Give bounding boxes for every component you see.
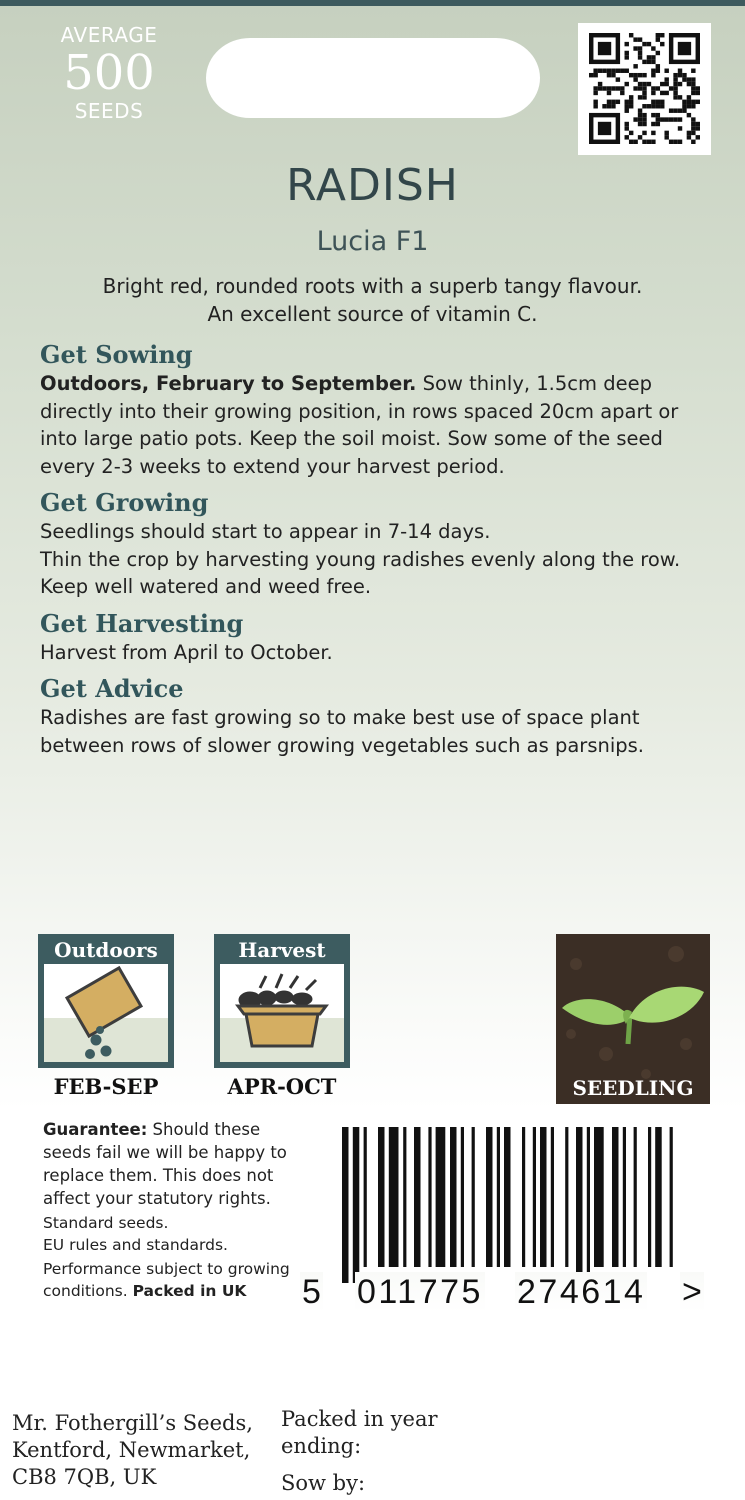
section-heading: Get Harvesting — [40, 608, 244, 638]
badge-label: Harvest — [238, 938, 326, 962]
address-line: Kentford, Newmarket, — [12, 1438, 251, 1462]
section-heading: Get Advice — [40, 674, 184, 703]
growing-line: Seedlings should start to appear in 7-14 days. — [40, 520, 491, 543]
average-seeds-block — [55, 24, 163, 122]
performance-text: Performance subject to growing conditions. — [43, 1260, 290, 1300]
sowing-lead: Outdoors, February to September. — [40, 372, 417, 395]
hang-hole — [206, 38, 540, 118]
section-body — [40, 370, 720, 480]
section-heading: Get Growing — [40, 488, 209, 517]
guarantee-text — [43, 1118, 298, 1302]
section-body: Harvest from April to October. — [40, 640, 333, 664]
section-body — [40, 518, 720, 601]
address-line: CB8 7QB, UK — [12, 1465, 157, 1489]
performance-note — [43, 1258, 298, 1302]
company-address — [12, 1410, 262, 1491]
section-harvesting — [40, 609, 720, 667]
harvest-months: APR-OCT — [227, 1074, 337, 1099]
packed-in-year-label: Packed in year ending: — [281, 1407, 438, 1458]
seedling-label: SEEDLING — [572, 1076, 694, 1100]
guarantee-body: Should these seeds fail we will be happy to replace them. This does not affect your statutory rights. — [43, 1120, 287, 1208]
growing-line: Thin the crop by harvesting young radishes evenly along the row. — [40, 547, 681, 571]
guarantee-lead: Guarantee: — [43, 1120, 148, 1139]
top-rule — [0, 0, 745, 6]
section-growing — [40, 488, 720, 601]
eu-rules: EU rules and standards. — [43, 1236, 228, 1254]
qr-code-graphic — [589, 33, 700, 144]
address-line: Mr. Fothergill’s Seeds, — [12, 1411, 253, 1435]
seed-count: 500 — [63, 45, 155, 101]
section-heading: Get Sowing — [40, 340, 193, 369]
badge-image — [220, 964, 344, 1062]
badge-label: Outdoors — [54, 938, 158, 962]
instructions — [40, 340, 720, 767]
packed-in-uk: Packed in UK — [132, 1282, 247, 1300]
seeds-label: SEEDS — [74, 99, 144, 123]
product-title: RADISH — [286, 160, 459, 211]
harvest-badge — [214, 934, 350, 1068]
barcode-end-mark: > — [682, 1273, 702, 1311]
average-label: AVERAGE — [60, 23, 158, 47]
guarantee-paragraph — [43, 1118, 298, 1210]
barcode-bars — [338, 1127, 690, 1283]
growing-line: Keep well watered and weed free. — [40, 575, 372, 598]
qr-code-icon[interactable] — [578, 23, 711, 155]
seed-packet-icon — [44, 964, 168, 1062]
description-line: Bright red, rounded roots with a superb tangy flavour. — [102, 274, 643, 298]
badge-image — [44, 964, 168, 1062]
section-body: Radishes are fast growing so to make best use of space plant between rows of slower growing vegetables such as parsnips. — [40, 706, 644, 757]
description-line: An excellent source of vitamin C. — [207, 302, 538, 326]
standard-seeds: Standard seeds. — [43, 1214, 169, 1232]
outdoors-badge — [38, 934, 174, 1068]
sow-by-label: Sow by: — [281, 1471, 366, 1495]
sowing-text: Sow thinly, 1.5cm deep directly into their growing position, in rows spaced 20cm apart or into large patio pots. Keep the soil moist. Sow some of the seed every 2-3 weeks to extend your harvest period. — [40, 372, 679, 478]
product-variety: Lucia F1 — [316, 226, 429, 257]
harvest-basket-icon — [220, 964, 344, 1062]
barcode-left-digits: 011775 — [357, 1273, 483, 1311]
section-advice — [40, 674, 720, 759]
outdoors-months: FEB-SEP — [53, 1074, 159, 1099]
product-description — [0, 272, 745, 328]
barcode-right-digits: 274614 — [517, 1273, 646, 1311]
barcode-first-digit: 5 — [302, 1273, 321, 1311]
section-sowing — [40, 340, 720, 480]
seedling-photo — [556, 934, 710, 1104]
